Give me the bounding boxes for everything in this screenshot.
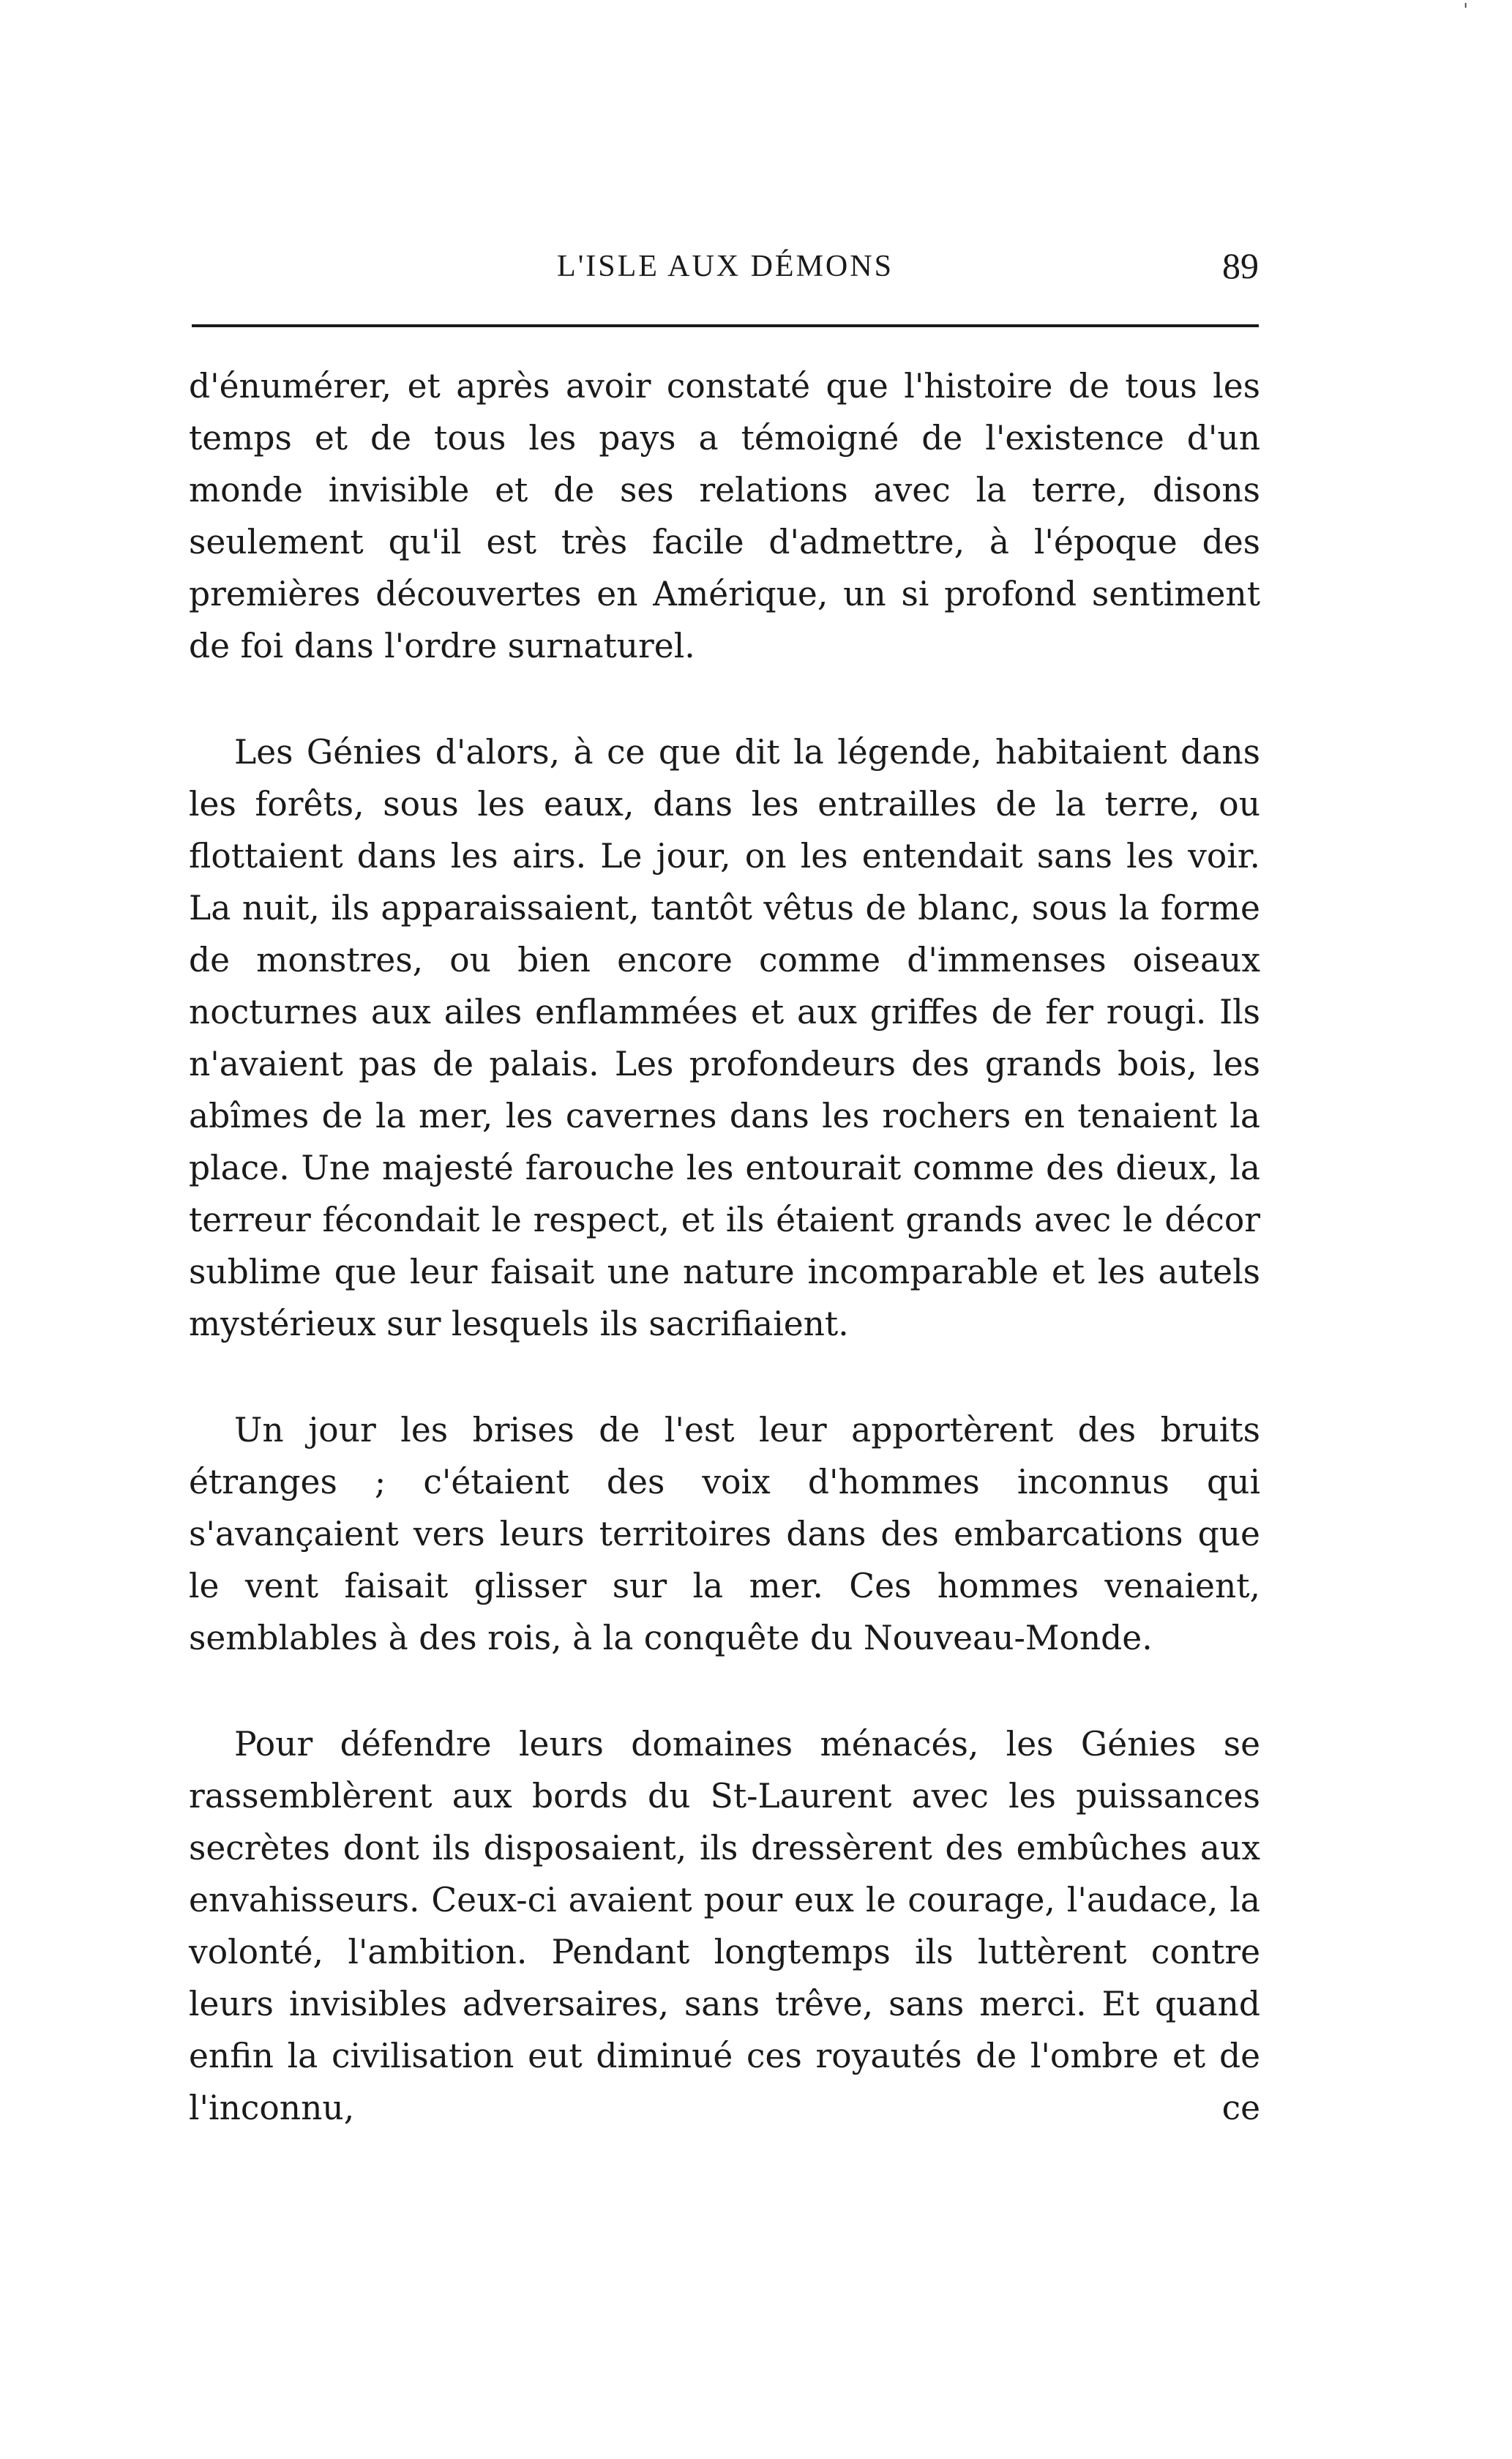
paragraph-1: d'énumérer, et après avoir constaté que l'histoire de tous les temps et de tous les pays a témoigné de l'existence d'un monde invisible et de ses relations avec la terre, disons seulement qu'il est très facile d'admettre, à l'époque des premières découvertes en Amérique, un si profond sentiment de foi dans l'ordre surnaturel. — [189, 367, 1260, 665]
header-rule — [192, 324, 1259, 327]
paragraph-2: Les Génies d'alors, à ce que dit la légende, habitaient dans les forêts, sous les eaux, dans les entrailles de la terre, ou flottaient dans les airs. Le jour, on les entendait sans les voir. La nuit, ils apparaissaient, tantôt vêtus de blanc, sous la forme de monstres, ou bien encore comme d'immenses oiseaux nocturnes aux ailes enflammées et aux griffes de fer rougi. Ils n'avaient pas de palais. Les profondeurs des grands bois, les abîmes de la mer, les cavernes dans les rochers en tenaient la place. Une majesté farouche les entourait comme des dieux, la terreur fécondait le respect, et ils étaient grands avec le décor sublime que leur faisait une nature incomparable et les autels mystérieux sur lesquels ils sacrifiaient. — [189, 733, 1260, 1343]
running-title: L'ISLE AUX DÉMONS — [557, 250, 894, 283]
corner-mark: ' — [1463, 0, 1468, 20]
paragraph-3: Un jour les brises de l'est leur apportèrent des bruits étranges ; c'étaient des voix d'hommes inconnus qui s'avançaient vers leurs territoires dans des embarcations que le vent faisait glisser sur la mer. Ces hommes venaient, semblables à des rois, à la conquête du Nouveau-Monde. — [189, 1411, 1260, 1657]
running-head — [192, 242, 1259, 300]
body-text — [189, 360, 1260, 2134]
page-number: 89 — [1222, 245, 1259, 286]
paragraph-4: Pour défendre leurs domaines ménacés, les Génies se rassemblèrent aux bords du St-Laurent avec les puissances secrètes dont ils disposaient, ils dressèrent des embûches aux envahisseurs. Ceux-ci avaient pour eux le courage, l'audace, la volonté, l'ambition. Pendant longtemps ils luttèrent contre leurs invisibles adversaires, sans trêve, sans merci. Et quand enfin la civilisation eut diminué ces royautés de l'ombre et de l'inconnu, ce — [189, 1725, 1260, 2127]
